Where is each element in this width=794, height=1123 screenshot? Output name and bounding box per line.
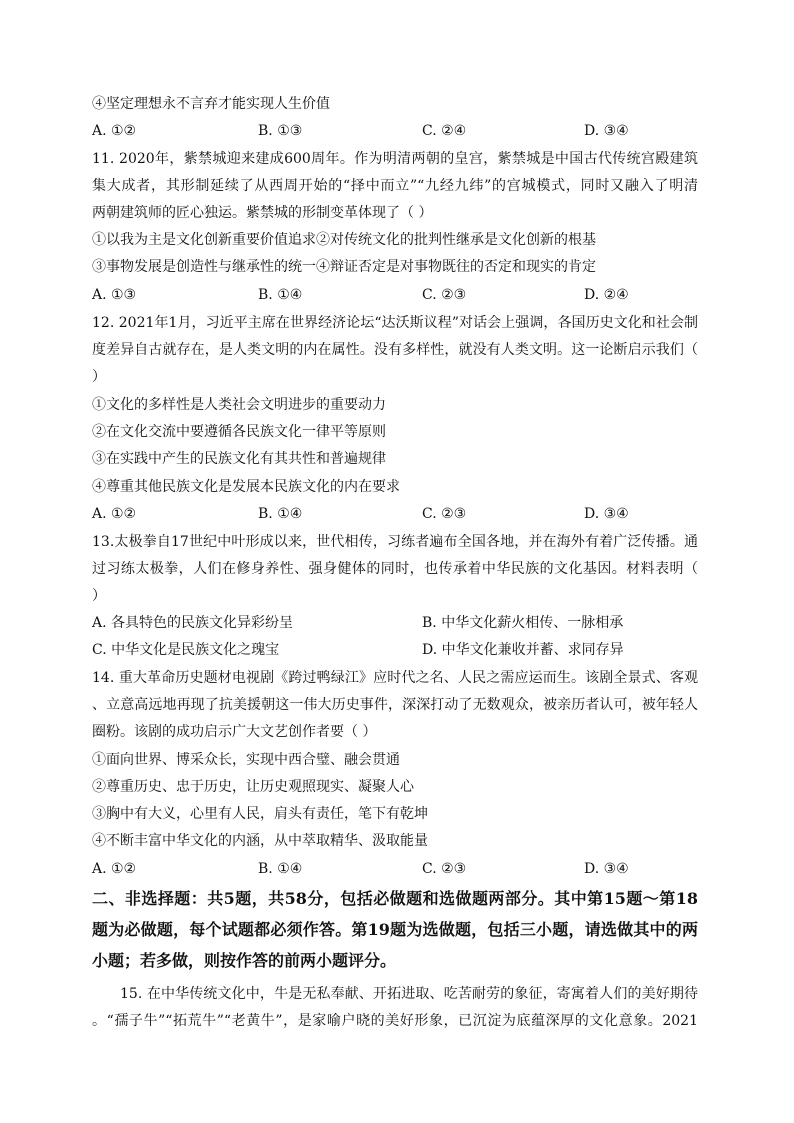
q12-stem-line-3: ） (92, 369, 106, 385)
q13-stem-line-1: 13.太极拳自17世纪中叶形成以来，世代相传，习练者遍布全国各地，并在海外有着广泛传播。通 (92, 534, 698, 550)
section-2-heading-line-1: 二、非选择题：共5题，共58分，包括必做题和选做题两部分。其中第15题～第18 (92, 889, 698, 908)
q14-stem-line-1: 14. 重大革命历史题材电视剧《跨过鸭绿江》应时代之名、人民之需应运而生。该剧全景式、客观 (92, 670, 698, 686)
q13-stem-line-3: ） (92, 588, 106, 604)
q12-stem-line-1: 12. 2021年1月，习近平主席在世界经济论坛“达沃斯议程”对话会上强调，各国历史文化和社会制 (92, 315, 698, 331)
q12-item-4: ④尊重其他民族文化是发展本民族文化的内在要求 (92, 479, 400, 495)
q14-option-b[interactable]: B. ①④ (258, 861, 303, 877)
q14-options (92, 860, 712, 878)
q15-stem-line-1: 15. 在中华传统文化中，牛是无私奉献、开拓进取、吃苦耐劳的象征，寄寓着人们的美好期待 (120, 986, 698, 1002)
q14-option-a[interactable]: A. ①② (92, 861, 137, 877)
q10-option-a[interactable]: A. ①② (92, 123, 137, 139)
q13-option-a[interactable]: A. 各具特色的民族文化异彩纷呈 (92, 615, 294, 631)
q14-item-1: ①面向世界、博采众长，实现中西合璧、融会贯通 (92, 752, 400, 768)
q12-item-1: ①文化的多样性是人类社会文明进步的重要动力 (92, 397, 386, 413)
q11-item-line-2: ③事物发展是创造性与继承性的统一④辩证否定是对事物既往的否定和现实的肯定 (92, 259, 596, 275)
q12-option-c[interactable]: C. ②③ (422, 506, 467, 522)
q11-stem-line-3: 两朝建筑师的匠心独运。紫禁城的形制变革体现了（ ） (92, 205, 433, 221)
q12-stem-line-2: 度差异自古就存在，是人类文明的内在属性。没有多样性，就没有人类文明。这一论断启示我们（ (92, 342, 698, 358)
q14-option-d[interactable]: D. ③④ (584, 861, 629, 877)
q11-stem-line-2: 集大成者，其形制延续了从西周开始的“择中而立”“九经九纬”的宫城模式，同时又融入了明清 (92, 178, 698, 194)
q14-item-2: ②尊重历史、忠于历史，让历史观照现实、凝聚人心 (92, 779, 414, 795)
q15-stem-line-2: 。“孺子牛”“拓荒牛”“老黄牛”，是家喻户晓的美好形象，已沉淀为底蕴深厚的文化意象。2021 (92, 1013, 698, 1029)
q12-item-3: ③在实践中产生的民族文化有其共性和普遍规律 (92, 451, 386, 467)
q11-option-a[interactable]: A. ①③ (92, 287, 137, 303)
section-2-heading-line-3: 小题；若多做，则按作答的前两小题评分。 (92, 951, 397, 970)
q10-options (92, 122, 712, 140)
q11-options (92, 286, 712, 304)
q14-option-c[interactable]: C. ②③ (422, 861, 467, 877)
q14-item-3: ③胸中有大义，心里有人民，肩头有责任，笔下有乾坤 (92, 806, 428, 822)
q12-item-2: ②在文化交流中要遵循各民族文化一律平等原则 (92, 424, 386, 440)
q13-stem-line-2: 过习练太极拳，人们在修身养性、强身健体的同时，也传承着中华民族的文化基因。材料表明（ (92, 561, 698, 577)
q12-option-b[interactable]: B. ①④ (258, 506, 303, 522)
q13-options-row-1 (92, 614, 712, 632)
q10-item-4: ④坚定理想永不言弃才能实现人生价值 (92, 96, 330, 112)
q13-option-c[interactable]: C. 中华文化是民族文化之瑰宝 (92, 642, 280, 658)
section-2-heading-line-2: 题为必做题，每个试题都必须作答。第19题为选做题，包括三小题，请选做其中的两 (92, 920, 698, 939)
q12-options (92, 505, 712, 523)
q13-option-d[interactable]: D. 中华文化兼收并蓄、求同存异 (422, 642, 624, 658)
q14-stem-line-3: 圈粉。该剧的成功启示广大文艺创作者要（ ） (92, 724, 377, 740)
q10-option-c[interactable]: C. ②④ (422, 123, 467, 139)
q10-option-b[interactable]: B. ①③ (258, 123, 303, 139)
q12-option-d[interactable]: D. ③④ (584, 506, 629, 522)
q14-stem-line-2: 、立意高远地再现了抗美援朝这一伟大历史事件，深深打动了无数观众，被亲历者认可，被年轻人 (92, 697, 698, 713)
q11-stem-line-1: 11. 2020年，紫禁城迎来建成600周年。作为明清两朝的皇宫，紫禁城是中国古代传统宫殿建筑 (92, 151, 698, 167)
q13-options-row-2 (92, 641, 712, 659)
q13-option-b[interactable]: B. 中华文化薪火相传、一脉相承 (422, 615, 624, 631)
q11-option-b[interactable]: B. ①④ (258, 287, 303, 303)
q10-option-d[interactable]: D. ③④ (584, 123, 629, 139)
q11-option-d[interactable]: D. ②④ (584, 287, 629, 303)
q14-item-4: ④不断丰富中华文化的内涵，从中萃取精华、汲取能量 (92, 833, 428, 849)
q11-item-line-1: ①以我为主是文化创新重要价值追求②对传统文化的批判性继承是文化创新的根基 (92, 232, 596, 248)
q11-option-c[interactable]: C. ②③ (422, 287, 467, 303)
q12-option-a[interactable]: A. ①② (92, 506, 137, 522)
